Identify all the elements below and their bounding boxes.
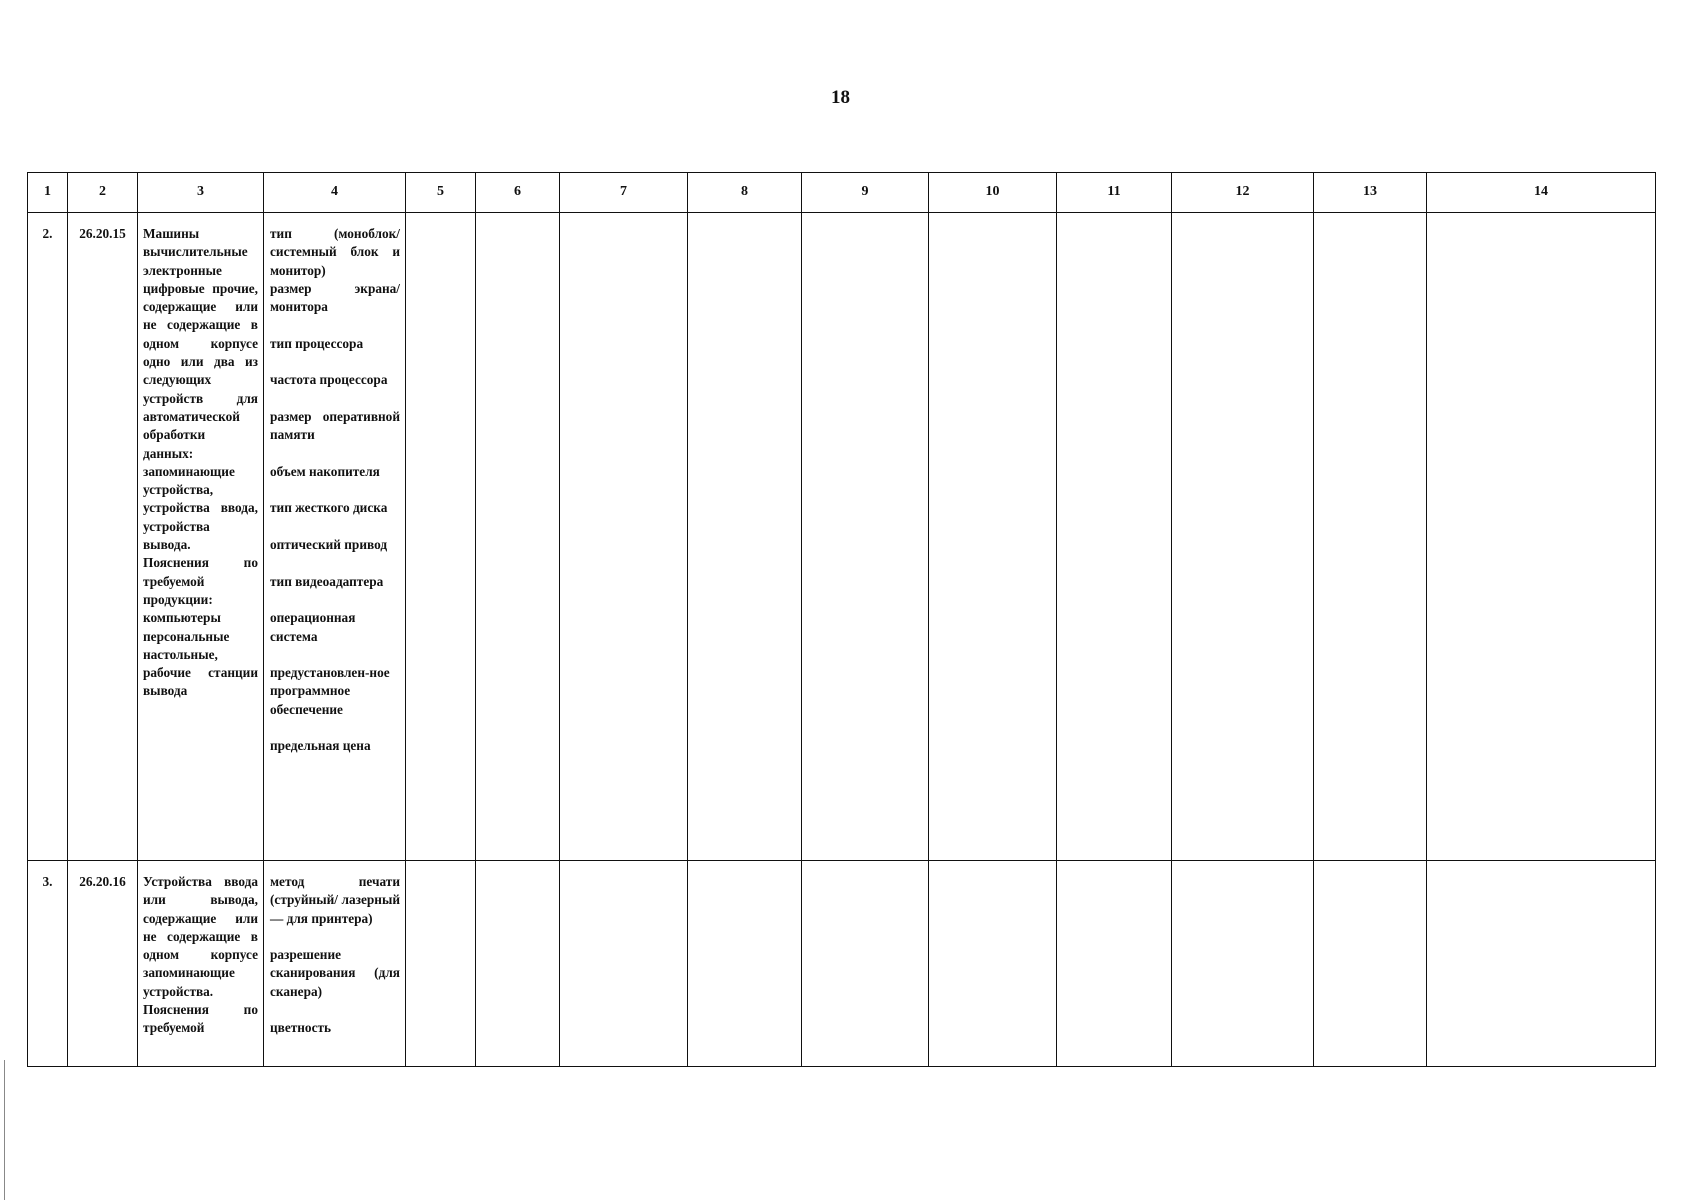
table-row <box>28 861 1656 1067</box>
characteristics-list <box>264 861 406 1067</box>
okpd-code: 26.20.15 <box>68 213 138 861</box>
okpd-code: 26.20.16 <box>68 861 138 1067</box>
empty-cell-6 <box>476 213 560 861</box>
empty-cell-6 <box>476 861 560 1067</box>
header-row <box>28 173 1656 213</box>
characteristic-item: тип (моноблок/ системный блок и монитор) <box>270 226 400 278</box>
characteristic-item: размер экрана/монитора <box>270 280 400 315</box>
empty-cell-13 <box>1314 213 1427 861</box>
empty-cell-11 <box>1057 213 1172 861</box>
header-cell-5: 5 <box>406 173 476 213</box>
header-cell-9: 9 <box>802 173 929 213</box>
procurement-table <box>27 172 1656 1067</box>
characteristic-item: операционная система <box>270 610 356 644</box>
page-number: 18 <box>831 87 850 108</box>
characteristic-item: частота процессора <box>270 372 388 388</box>
header-cell-12: 12 <box>1172 173 1314 213</box>
characteristic-item: метод печати (струйный/ лазерный — для принтера) <box>270 874 400 926</box>
empty-cell-13 <box>1314 861 1427 1067</box>
characteristic-item: предустановлен-ное программное обеспечение <box>270 665 390 717</box>
header-cell-6: 6 <box>476 173 560 213</box>
empty-cell-5 <box>406 861 476 1067</box>
empty-cell-11 <box>1057 861 1172 1067</box>
empty-cell-7 <box>560 213 688 861</box>
product-name: Машины вычислительные электронные цифровые прочие, содержащие или не содержащие в одном корпусе одно или два из следующих устройств для автоматической обработки данных: запоминающие устройства, устройства ввода, устройства вывода. Пояснения по требуемой продукции: компьютеры персональные настольные, рабочие станции вывода <box>138 213 264 861</box>
empty-cell-9 <box>802 861 929 1067</box>
header-cell-8: 8 <box>688 173 802 213</box>
header-cell-13: 13 <box>1314 173 1427 213</box>
empty-cell-14 <box>1427 861 1656 1067</box>
characteristic-item: цветность <box>270 1020 332 1036</box>
characteristic-item: размер оперативной памяти <box>270 408 400 443</box>
characteristic-item: разрешение сканирования (для сканера) <box>270 947 400 999</box>
characteristic-item: тип видеоадаптера <box>270 573 384 589</box>
row-number: 3. <box>28 861 68 1067</box>
header-cell-10: 10 <box>929 173 1057 213</box>
empty-cell-7 <box>560 861 688 1067</box>
header-cell-3: 3 <box>138 173 264 213</box>
header-cell-11: 11 <box>1057 173 1172 213</box>
row-number: 2. <box>28 213 68 861</box>
empty-cell-12 <box>1172 861 1314 1067</box>
header-cell-2: 2 <box>68 173 138 213</box>
empty-cell-10 <box>929 861 1057 1067</box>
empty-cell-8 <box>688 861 802 1067</box>
characteristic-item: оптический привод <box>270 537 388 553</box>
header-cell-14: 14 <box>1427 173 1656 213</box>
empty-cell-8 <box>688 213 802 861</box>
characteristics-list <box>264 213 406 861</box>
scan-edge-line <box>4 1060 5 1200</box>
header-cell-1: 1 <box>28 173 68 213</box>
empty-cell-10 <box>929 213 1057 861</box>
characteristic-item: предельная цена <box>270 738 371 754</box>
characteristic-item: тип жесткого диска <box>270 500 388 516</box>
header-cell-4: 4 <box>264 173 406 213</box>
product-name: Устройства ввода или вывода, содержащие или не содержащие в одном корпусе запоминающие устройства. Пояснения по требуемой <box>138 861 264 1067</box>
table-row <box>28 213 1656 861</box>
characteristic-item: объем накопителя <box>270 463 380 479</box>
empty-cell-12 <box>1172 213 1314 861</box>
characteristic-item: тип процессора <box>270 335 364 351</box>
empty-cell-9 <box>802 213 929 861</box>
empty-cell-14 <box>1427 213 1656 861</box>
empty-cell-5 <box>406 213 476 861</box>
header-cell-7: 7 <box>560 173 688 213</box>
